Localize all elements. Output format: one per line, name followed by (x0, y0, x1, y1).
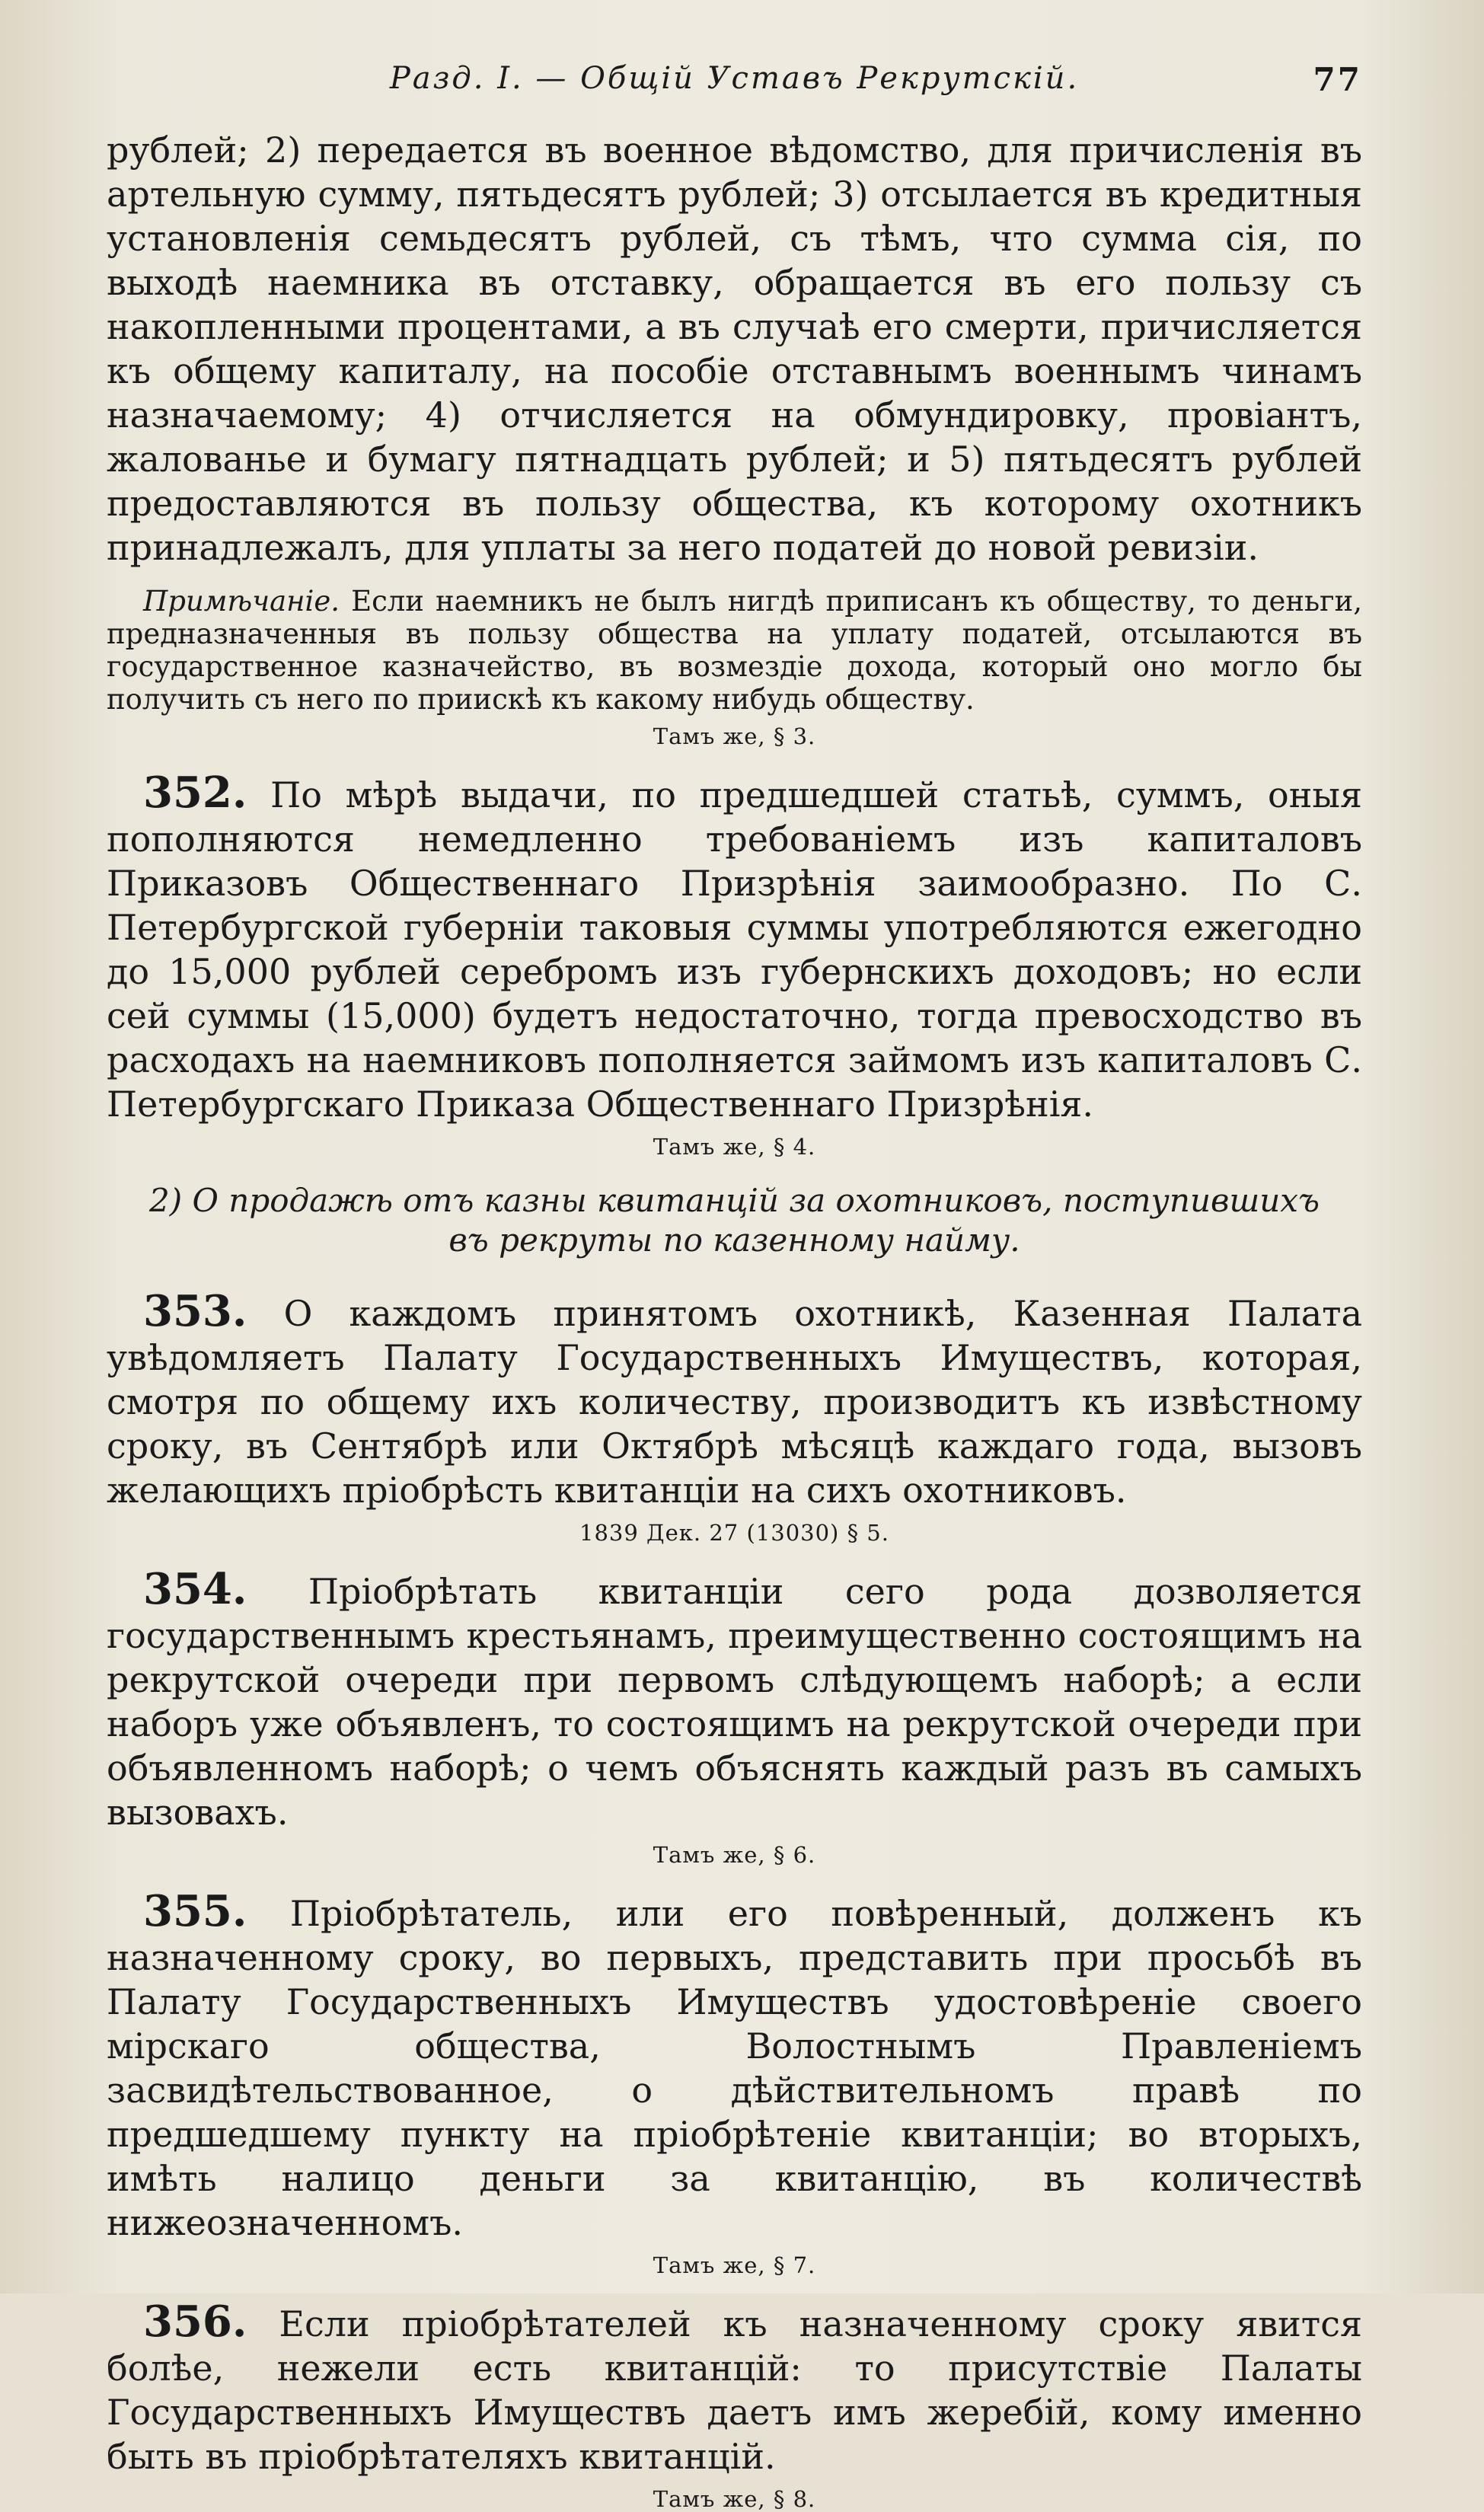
citation: 1839 Дек. 27 (13030) § 5. (579, 1520, 889, 1546)
article-353 (107, 1286, 1362, 1512)
citation: Тамъ же, § 3. (653, 723, 816, 749)
article-number: 356. (143, 2297, 247, 2347)
note (107, 585, 1362, 716)
intro-paragraph: рублей; 2) передается въ военное вѣдомство, для причисленiя въ артельную сумму, пятьдесятъ рублей; 3) отсылается въ кредитныя установленiя семьдесятъ рублей, съ тѣмъ, что сумма сiя, по выходѣ наемника въ отставку, обращается въ его пользу съ накопленными процентами, а въ случаѣ его смерти, причисляется къ общему капиталу, на пособiе отставнымъ военнымъ чинамъ назначаемому; 4) отчисляется на обмундировку, провiантъ, жалованье и бумагу пятнадцать рублей; и 5) пятьдесятъ рублей предоставляются въ пользу общества, къ которому охотникъ принадлежалъ, для уплаты за него податей до новой ревизiи. (107, 129, 1362, 568)
citation: Тамъ же, § 7. (653, 2252, 816, 2278)
article-text: Если прiобрѣтателей къ назначенному сроку явится болѣе, нежели есть квитанцiй: то присутствiе Палаты Государственныхъ Имуществъ даетъ имъ жеребiй, кому именно быть въ прiобрѣтателяхъ квитанцiй. (107, 2303, 1362, 2477)
subsection-heading: 2) О продажѣ отъ казны квитанцiй за охотниковъ, поступившихъ въ рекруты по казенному найму. (149, 1182, 1320, 1259)
article-352 (107, 768, 1362, 1126)
article-number: 352. (143, 768, 247, 818)
article-number: 353. (143, 1286, 247, 1336)
running-head: Разд. I. — Общiй Уставъ Рекрутскiй. (389, 61, 1080, 96)
article-354 (107, 1564, 1362, 1834)
article-number: 354. (143, 1564, 247, 1614)
article-text: Прiобрѣтатель, или его повѣренный, долженъ къ назначенному сроку, во первыхъ, представить при просьбѣ въ Палату Государственныхъ Имуществъ удостовѣренiе своего мiрскаго общества, Волостнымъ Правленiемъ засвидѣтельствованное, о дѣйствительномъ правѣ по предшедшему пункту на прiобрѣтенiе квитанцiи; во вторыхъ, имѣть налицо деньги за квитанцiю, въ количествѣ нижеозначенномъ. (107, 1893, 1362, 2243)
citation: Тамъ же, § 6. (653, 1842, 816, 1868)
article-number: 355. (143, 1886, 247, 1936)
article-text: По мѣрѣ выдачи, по предшедшей статьѣ, суммъ, оныя пополняются немедленно требованiемъ изъ капиталовъ Приказовъ Общественнаго Призрѣнiя заимообразно. По С. Петербургской губернiи таковыя суммы употребляются ежегодно до 15,000 рублей серебромъ изъ губернскихъ доходовъ; но если сей суммы (15,000) будетъ недостаточно, тогда превосходство въ расходахъ на наемниковъ пополняется займомъ изъ капиталовъ С. Петербургскаго Приказа Общественнаго Призрѣнiя. (107, 774, 1362, 1125)
page-number: 77 (1313, 61, 1362, 98)
note-text: Если наемникъ не былъ нигдѣ приписанъ къ обществу, то деньги, предназначенныя въ пользу общества на уплату податей, отсылаются въ государственное казначейство, въ возмездiе дохода, который оно могло бы получить съ него по приискѣ къ какому нибудь обществу. (107, 585, 1362, 716)
citation: Тамъ же, § 4. (653, 1134, 816, 1160)
page-header (107, 61, 1362, 114)
article-356 (107, 2297, 1362, 2478)
note-label: Примѣчанiе. (143, 585, 340, 618)
article-355 (107, 1886, 1362, 2245)
article-text: О каждомъ принятомъ охотникѣ, Казенная Палата увѣдомляетъ Палату Государственныхъ Имуществъ, которая, смотря по общему ихъ количеству, производитъ къ извѣстному сроку, въ Сентябрѣ или Октябрѣ мѣсяцѣ каждаго года, вызовъ желающихъ прiобрѣсть квитанцiи на сихъ охотниковъ. (107, 1293, 1362, 1511)
article-text: Прiобрѣтать квитанцiи сего рода дозволяется государственнымъ крестьянамъ, преимущественно состоящимъ на рекрутской очереди при первомъ слѣдующемъ наборѣ; а если наборъ уже объявленъ, то состоящимъ на рекрутской очереди при объявленномъ наборѣ; о чемъ объяснять каждый разъ въ самыхъ вызовахъ. (107, 1571, 1362, 1833)
citation: Тамъ же, § 8. (653, 2486, 816, 2512)
